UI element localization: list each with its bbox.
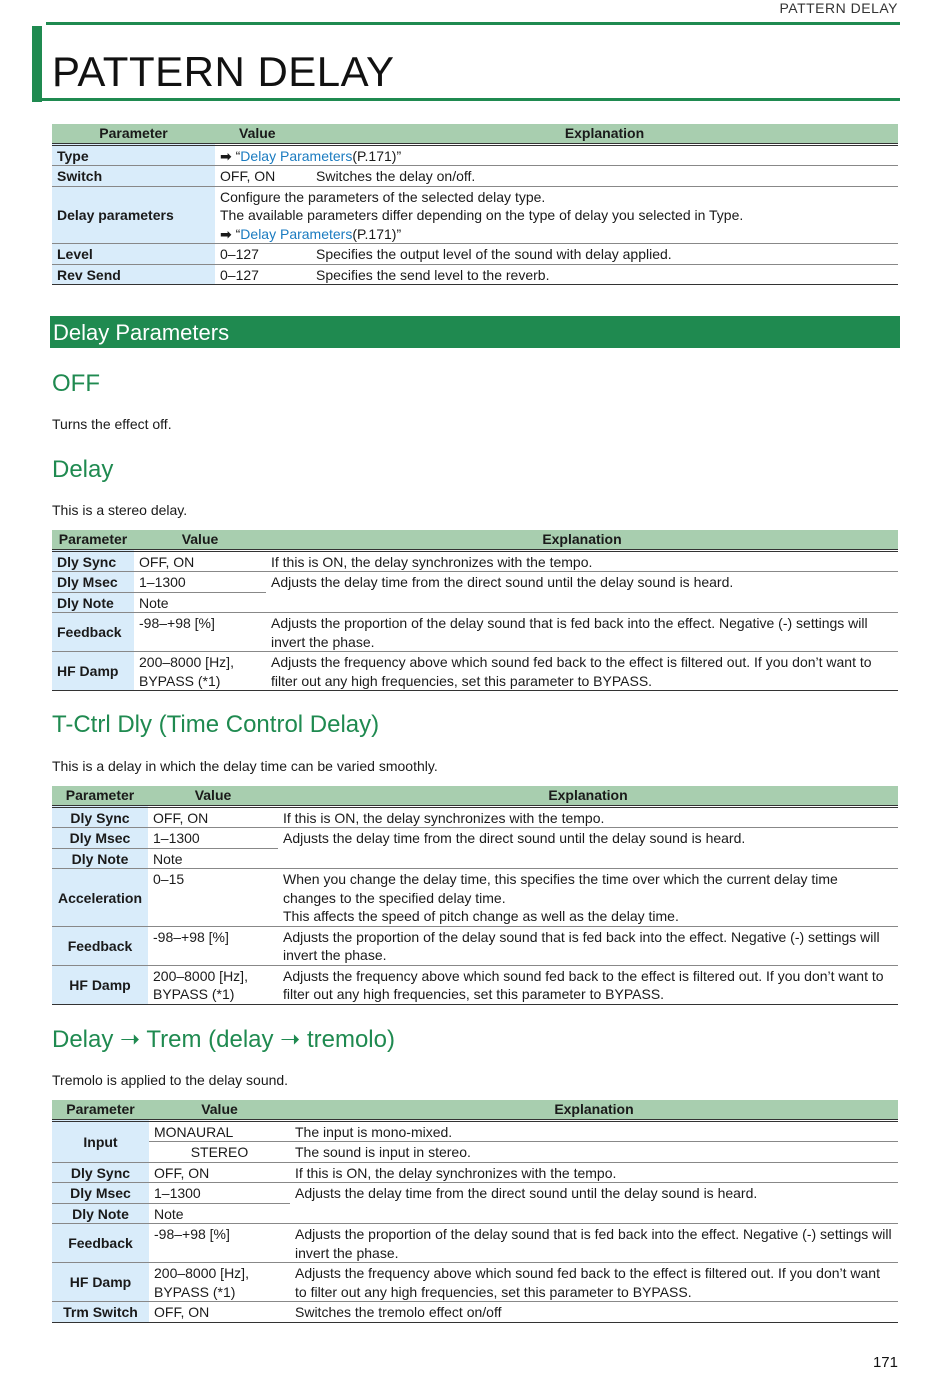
param-desc: The input is mono-mixed. bbox=[290, 1120, 898, 1142]
param-name: Dly Note bbox=[52, 592, 134, 613]
page-number: 171 bbox=[872, 1354, 898, 1371]
heading-delay-trem: Delay ➝ Trem (delay ➝ tremolo) bbox=[52, 1026, 395, 1053]
table-header-row bbox=[52, 124, 898, 144]
table-row bbox=[52, 166, 898, 187]
param-desc: If this is ON, the delay synchronizes with the tempo. bbox=[266, 550, 898, 572]
header-explanation: Explanation bbox=[278, 786, 898, 806]
header-value: Value bbox=[148, 786, 278, 806]
param-value: 0–15 bbox=[148, 869, 278, 927]
param-name: Dly Sync bbox=[52, 806, 148, 828]
param-desc: Adjusts the proportion of the delay sound that is fed back into the effect. Negative (-) settings will invert the phase. bbox=[266, 613, 898, 652]
table-row bbox=[52, 926, 898, 965]
header-rule bbox=[46, 22, 900, 25]
delay-description: This is a stereo delay. bbox=[52, 502, 188, 518]
param-name: Type bbox=[52, 144, 215, 166]
param-desc: If this is ON, the delay synchronizes with the tempo. bbox=[290, 1162, 898, 1183]
table-header-row bbox=[52, 530, 898, 550]
table-row bbox=[52, 572, 898, 593]
param-desc: Specifies the send level to the reverb. bbox=[311, 264, 898, 285]
param-value: 200–8000 [Hz], BYPASS (*1) bbox=[149, 1263, 290, 1302]
delay-parameters-link[interactable]: Delay Parameters bbox=[240, 225, 353, 242]
param-value: -98–+98 [%] bbox=[134, 613, 266, 652]
param-value: 1–1300 bbox=[149, 1183, 290, 1204]
delay-parameters-link[interactable]: Delay Parameters bbox=[240, 147, 353, 164]
table-row bbox=[52, 244, 898, 265]
param-desc: Adjusts the delay time from the direct sound until the delay sound is heard. bbox=[290, 1183, 898, 1224]
param-name: Switch bbox=[52, 166, 215, 187]
param-desc: Adjusts the delay time from the direct sound until the delay sound is heard. bbox=[266, 572, 898, 613]
header-value: Value bbox=[215, 124, 311, 144]
table-row bbox=[52, 652, 898, 691]
table-row bbox=[52, 965, 898, 1004]
off-description: Turns the effect off. bbox=[52, 416, 172, 432]
param-name: Feedback bbox=[52, 1224, 149, 1263]
param-desc: Adjusts the proportion of the delay sound that is fed back into the effect. Negative (-) settings will invert the phase. bbox=[278, 926, 898, 965]
table-row bbox=[52, 806, 898, 828]
param-value: 200–8000 [Hz], BYPASS (*1) bbox=[134, 652, 266, 691]
heading-off: OFF bbox=[52, 370, 100, 397]
param-value: OFF, ON bbox=[149, 1162, 290, 1183]
param-value: 1–1300 bbox=[134, 572, 266, 593]
param-desc: Adjusts the delay time from the direct sound until the delay sound is heard. bbox=[278, 828, 898, 869]
running-header: PATTERN DELAY bbox=[779, 0, 898, 16]
param-name: Delay parameters bbox=[52, 186, 215, 244]
header-explanation: Explanation bbox=[290, 1100, 898, 1120]
title-underline bbox=[32, 98, 900, 101]
param-name: Dly Msec bbox=[52, 572, 134, 593]
table-row bbox=[52, 1162, 898, 1183]
param-desc: ➡ “Delay Parameters(P.171)” bbox=[215, 144, 898, 166]
param-name: HF Damp bbox=[52, 965, 148, 1004]
param-name: Dly Note bbox=[52, 848, 148, 869]
header-parameter: Parameter bbox=[52, 124, 215, 144]
param-value: Note bbox=[134, 592, 266, 613]
param-value: 200–8000 [Hz], BYPASS (*1) bbox=[148, 965, 278, 1004]
param-desc: Specifies the output level of the sound with delay applied. bbox=[311, 244, 898, 265]
param-name: Dly Sync bbox=[52, 1162, 149, 1183]
table-row bbox=[52, 613, 898, 652]
table-row bbox=[52, 1142, 898, 1163]
param-value: -98–+98 [%] bbox=[149, 1224, 290, 1263]
param-desc: Adjusts the proportion of the delay sound that is fed back into the effect. Negative (-) settings will invert the phase. bbox=[290, 1224, 898, 1263]
param-desc: When you change the delay time, this specifies the time over which the current delay time changes to the specified delay time. This affects the speed of pitch change as well as the delay time. bbox=[278, 869, 898, 927]
table-row bbox=[52, 1120, 898, 1142]
tctrl-parameter-table bbox=[52, 786, 898, 1005]
page-title: PATTERN DELAY bbox=[52, 48, 395, 95]
header-explanation: Explanation bbox=[311, 124, 898, 144]
tctrl-description: This is a delay in which the delay time can be varied smoothly. bbox=[52, 758, 438, 774]
param-value: 0–127 bbox=[215, 244, 311, 265]
table-row bbox=[52, 869, 898, 927]
param-name: Dly Msec bbox=[52, 828, 148, 849]
heading-tctrl-dly: T-Ctrl Dly (Time Control Delay) bbox=[52, 711, 380, 738]
param-desc: Switches the delay on/off. bbox=[311, 166, 898, 187]
table-header-row bbox=[52, 786, 898, 806]
param-name: Acceleration bbox=[52, 869, 148, 927]
param-value: 1–1300 bbox=[148, 828, 278, 849]
table-row bbox=[52, 1224, 898, 1263]
param-desc: Configure the parameters of the selected delay type. The available parameters differ depending on the type of delay you selected in Type. ➡ “Delay Parameters(P.171)” bbox=[215, 186, 898, 244]
delay-parameter-table bbox=[52, 530, 898, 691]
table-header-row bbox=[52, 1100, 898, 1120]
param-value: MONAURAL bbox=[149, 1120, 290, 1142]
arrow-right-icon: ➡ bbox=[220, 147, 232, 164]
param-value: OFF, ON bbox=[149, 1302, 290, 1323]
param-name: HF Damp bbox=[52, 1263, 149, 1302]
arrow-right-icon: ➡ bbox=[220, 225, 232, 242]
param-name: Rev Send bbox=[52, 264, 215, 285]
param-value: -98–+98 [%] bbox=[148, 926, 278, 965]
header-parameter: Parameter bbox=[52, 530, 134, 550]
header-explanation: Explanation bbox=[266, 530, 898, 550]
header-parameter: Parameter bbox=[52, 1100, 149, 1120]
param-desc: Switches the tremolo effect on/off bbox=[290, 1302, 898, 1323]
param-value: 0–127 bbox=[215, 264, 311, 285]
title-accent-bar bbox=[32, 26, 42, 102]
table-row bbox=[52, 1183, 898, 1204]
trem-parameter-table bbox=[52, 1100, 898, 1323]
param-desc: The sound is input in stereo. bbox=[290, 1142, 898, 1163]
param-desc: If this is ON, the delay synchronizes with the tempo. bbox=[278, 806, 898, 828]
header-value: Value bbox=[149, 1100, 290, 1120]
table-row bbox=[52, 144, 898, 166]
param-value: Note bbox=[148, 848, 278, 869]
heading-delay: Delay bbox=[52, 456, 114, 483]
param-desc: Adjusts the frequency above which sound fed back to the effect is filtered out. If you don’t want to filter out any high frequencies, set this parameter to BYPASS. bbox=[278, 965, 898, 1004]
header-value: Value bbox=[134, 530, 266, 550]
param-value: OFF, ON bbox=[215, 166, 311, 187]
main-parameter-table bbox=[52, 124, 898, 285]
param-value: STEREO bbox=[149, 1142, 290, 1163]
trem-description: Tremolo is applied to the delay sound. bbox=[52, 1072, 289, 1088]
table-row bbox=[52, 1302, 898, 1323]
table-row bbox=[52, 828, 898, 849]
param-value: OFF, ON bbox=[134, 550, 266, 572]
param-name: Input bbox=[52, 1120, 149, 1162]
header-parameter: Parameter bbox=[52, 786, 148, 806]
section-title-delay-parameters: Delay Parameters bbox=[50, 316, 900, 348]
param-desc: Adjusts the frequency above which sound fed back to the effect is filtered out. If you don’t want to filter out any high frequencies, set this parameter to BYPASS. bbox=[290, 1263, 898, 1302]
param-name: Dly Sync bbox=[52, 550, 134, 572]
table-row bbox=[52, 550, 898, 572]
param-name: Dly Note bbox=[52, 1203, 149, 1224]
param-name: HF Damp bbox=[52, 652, 134, 691]
table-row bbox=[52, 186, 898, 244]
table-row bbox=[52, 264, 898, 285]
param-value: Note bbox=[149, 1203, 290, 1224]
param-desc: Adjusts the frequency above which sound fed back to the effect is filtered out. If you don’t want to filter out any high frequencies, set this parameter to BYPASS. bbox=[266, 652, 898, 691]
param-name: Feedback bbox=[52, 926, 148, 965]
table-row bbox=[52, 1263, 898, 1302]
param-value: OFF, ON bbox=[148, 806, 278, 828]
param-name: Trm Switch bbox=[52, 1302, 149, 1323]
param-name: Feedback bbox=[52, 613, 134, 652]
param-name: Level bbox=[52, 244, 215, 265]
param-name: Dly Msec bbox=[52, 1183, 149, 1204]
